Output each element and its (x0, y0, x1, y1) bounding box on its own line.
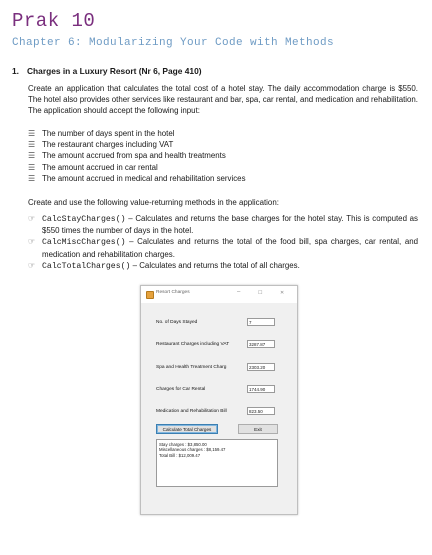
list-item: ☰ The amount accrued in car rental (28, 162, 158, 172)
list-item: ☰ The restaurant charges including VAT (28, 140, 174, 150)
method-name: CalcTotalCharges() (42, 261, 131, 271)
method-name: CalcStayCharges() (42, 215, 126, 224)
list-item: ☰ The amount accrued from spa and health treatments (28, 151, 226, 161)
checklist-icon: ☰ (28, 140, 36, 150)
intro-paragraph: Create an application that calculates the total cost of a hotel stay. The daily accommodation charge is $550. The hotel also provides other services like restaurant and bar, spa, car rental, and medication and rehabilitation. The application should accept the following input: (28, 84, 418, 116)
methods-intro: Create and use the following value-returning methods in the application: (28, 198, 279, 207)
checklist-icon: ☰ (28, 173, 36, 183)
list-item (28, 213, 418, 236)
section-number: 1. (12, 66, 19, 76)
checklist-icon: ☰ (28, 162, 36, 172)
charges-output-box (156, 439, 278, 487)
methods-list (28, 213, 418, 272)
car-rental-label: Charges for Car Rental (156, 387, 206, 392)
close-icon[interactable]: ✕ (280, 290, 285, 296)
list-item (28, 236, 418, 259)
medication-input[interactable]: 823.50 (247, 407, 275, 415)
spa-input[interactable]: 2303.20 (247, 363, 275, 371)
page-title: Prak 10 (12, 10, 96, 32)
list-item: ☰ The number of days spent in the hotel (28, 129, 175, 138)
section-heading (12, 66, 202, 76)
method-desc: – Calculates and returns the total of all charges. (130, 260, 300, 270)
minimize-icon[interactable]: – (237, 289, 241, 295)
output-line: Total Bill : $12,009.47 (159, 452, 201, 458)
medication-label: Medication and Rehabilitation Bill (156, 409, 227, 414)
pointer-hand-icon: ☞ (28, 237, 36, 247)
restaurant-label: Restaurant Charges including VAT (156, 342, 230, 347)
car-rental-input[interactable]: 1744.90 (247, 385, 275, 393)
method-desc: – Calculates and returns the total of the food bill, spa charges, car rental, and medication and rehabilitation charges. (42, 237, 418, 259)
exit-button[interactable]: Exit (238, 424, 278, 434)
pointer-hand-icon: ☞ (28, 260, 36, 270)
window-title: Resort Charges (156, 290, 190, 295)
maximize-icon[interactable]: ☐ (258, 290, 263, 296)
section-title: Charges in a Luxury Resort (Nr 6, Page 410) (27, 66, 202, 76)
method-desc: – Calculates and returns the base charges for the hotel stay. This is computed as $550 times the number of days in the hotel. (42, 214, 418, 236)
chapter-subtitle: Chapter 6: Modularizing Your Code with Methods (12, 37, 335, 49)
list-item: ☰ The amount accrued in medical and rehabilitation services (28, 173, 246, 183)
days-label: No. of Days Stayed (156, 320, 198, 325)
app-icon (146, 291, 154, 299)
list-item (28, 260, 418, 272)
calculate-total-button[interactable]: Calculate Total Charges (156, 424, 218, 434)
output-line: Stay charges : $3,850.00 (159, 442, 207, 447)
input-list (28, 128, 418, 184)
pointer-hand-icon: ☞ (28, 214, 36, 223)
spa-label: Spa and Health Treatment Charg (156, 365, 227, 370)
method-name: CalcMiscCharges() (42, 238, 126, 248)
days-input[interactable]: 7 (247, 318, 275, 326)
window-titlebar[interactable] (141, 286, 297, 303)
resort-charges-window (140, 285, 298, 515)
checklist-icon: ☰ (28, 129, 36, 138)
checklist-icon: ☰ (28, 151, 36, 161)
output-line: Miscellaneous charges : $8,159.47 (159, 447, 226, 453)
restaurant-input[interactable]: 3287.87 (247, 340, 275, 348)
